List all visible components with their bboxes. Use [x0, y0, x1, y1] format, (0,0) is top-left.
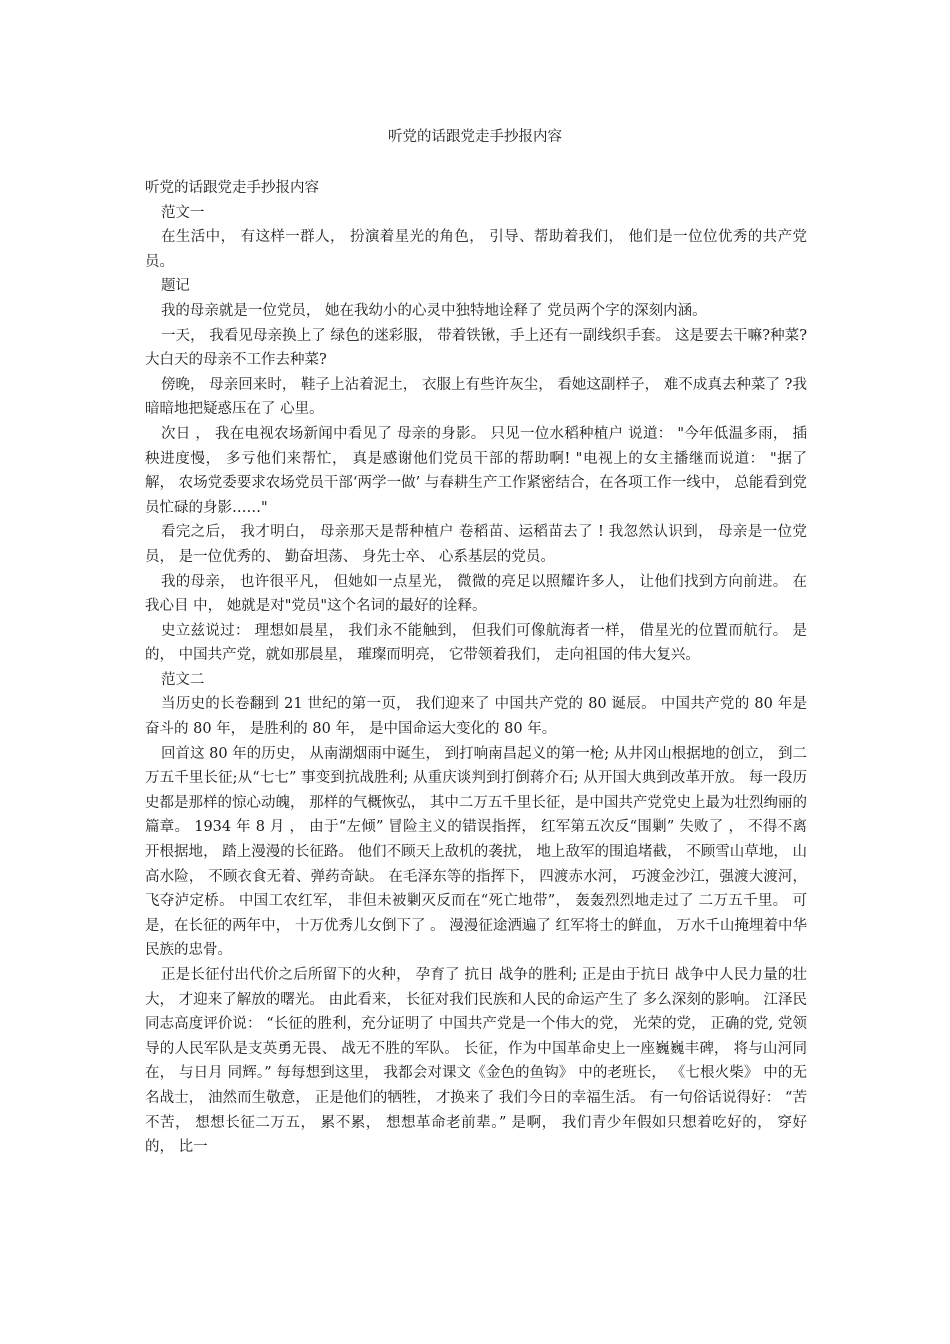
epigraph-label: 题记	[160, 278, 190, 295]
paragraph: 回首这 80 年的历史， 从南湖烟雨中诞生， 到打响南昌起义的第一枪; 从井冈山根据地的创立， 到二万五千里长征;从“七七” 事变到抗战胜利; 从重庆谈判到打倒蒋介石; 从开国大典到改革开放。 每一段历史都是那样的惊心动魄， 那样的气概恢弘， 其中二万五千里长征，是中国共产党党史上最为壮烈绚丽的篇章。 1934 年 8 月 ， 由于“左倾” 冒险主义的错误指挥， 红军第五次反“围剿” 失败了 ， 不得不离开根据地， 踏上漫漫的长征路。 他们不顾天上敌机的袭扰， 地上敌军的围追堵截， 不顾雪山草地， 山高水险， 不顾衣食无着、弹药奇缺。 在毛泽东等的指挥下， 四渡赤水河， 巧渡金沙江，强渡大渡河， 飞夺泸定桥。 中国工农红军， 非但未被剿灭反而在“死亡地带”， 轰轰烈烈地走过了 二万五千里。 可是，在长征的两年中， 十万优秀儿女倒下了 。 漫漫征途洒遍了 红军将士的鲜血， 万水千山掩埋着中华民族的忠骨。	[145, 745, 807, 959]
paragraph: 傍晚， 母亲回来时， 鞋子上沾着泥土， 衣服上有些许灰尘， 看她这副样子， 难不成真去种菜了 ?我暗暗地把疑惑压在了 心里。	[145, 376, 807, 418]
paragraph: 当历史的长卷翻到 21 世纪的第一页， 我们迎来了 中国共产党的 80 诞辰。 中国共产党的 80 年是奋斗的 80 年， 是胜利的 80 年， 是中国命运大变化的 80 年。	[145, 696, 807, 738]
paragraph: 我的母亲就是一位党员， 她在我幼小的心灵中独特地诠释了 党员两个字的深刻内涵。	[160, 302, 707, 319]
paragraph: 一天， 我看见母亲换上了 绿色的迷彩服， 带着铁锹，手上还有一副线织手套。 这是要去干嘛?种菜?大白天的母亲不工作去种菜?	[145, 327, 807, 369]
document-subtitle: 听党的话跟党走手抄报内容	[145, 180, 319, 196]
section-heading-1: 范文一	[160, 204, 205, 221]
paragraph: 我的母亲， 也许很平凡， 但她如一点星光， 微微的亮足以照耀许多人， 让他们找到方向前进。 在我心目 中， 她就是对"党员"这个名词的最好的诠释。	[145, 573, 807, 615]
document-title: 听党的话跟党走手抄报内容	[388, 129, 562, 145]
section-heading-2: 范文二	[160, 671, 205, 688]
paragraph: 次日 ， 我在电视农场新闻中看见了 母亲的身影。 只见一位水稻种植户 说道： "今年低温多雨， 插秧进度慢， 多亏他们来帮忙， 真是感谢他们党员干部的帮助啊! "电视上的女主播继而说道： "据了 解， 农场党委要求农场党员干部‘两学一做’ 与春耕生产工作紧密结合，在各项工作一线中， 总能看到党员忙碌的身影……"	[145, 425, 807, 516]
paragraph: 看完之后， 我才明白， 母亲那天是帮种植户 卷稻苗、运稻苗去了 ! 我忽然认识到， 母亲是一位党员， 是一位优秀的、 勤奋坦荡、 身先士卒、 心系基层的党员。	[145, 524, 807, 565]
paragraph: 正是长征付出代价之后所留下的火种， 孕育了 抗日 战争的胜利; 正是由于抗日 战争中人民力量的壮大， 才迎来了解放的曙光。 由此看来， 长征对我们民族和人民的命运产生了 多么深刻的影响。 江泽民同志高度评价说： “长征的胜利，充分证明了 中国共产党是一个伟大的党， 光荣的党， 正确的党, 党领导的人民军队是支英勇无畏、 战无不胜的军队。 长征，作为中国革命史上一座巍巍丰碑， 将与山河同在， 与日月 同辉。” 每每想到这里， 我都会对课文《金色的鱼钩》 中的老班长， 《七根火柴》 中的无名战士， 油然而生敬意， 正是他们的牺牲， 才换来了 我们今日的幸福生活。 有一句俗话说得好： “苦不苦， 想想长征二万五， 累不累， 想想革命老前辈。” 是啊， 我们青少年假如只想着吃好的， 穿好的， 比一	[145, 967, 807, 1156]
paragraph: 在生活中， 有这样一群人， 扮演着星光的角色， 引导、帮助着我们， 他们是一位位优秀的共产党员。	[145, 229, 807, 270]
document-body	[145, 176, 807, 1160]
paragraph: 史立兹说过： 理想如晨星， 我们永不能触到， 但我们可像航海者一样， 借星光的位置而航行。 是的， 中国共产党，就如那晨星， 璀璨而明亮， 它带领着我们， 走向祖国的伟大复兴。	[145, 622, 807, 664]
